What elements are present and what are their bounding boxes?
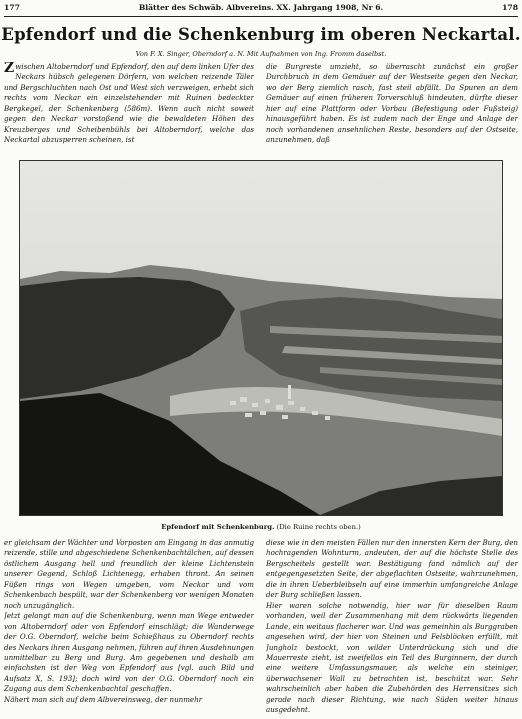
landscape-photograph: [19, 160, 503, 516]
paragraph-top-right: die Burgreste umzieht, so überrascht zunächst ein großer Durchbruch in dem Gemäuer auf der Westseite gegen den Neckar, wo der Berg ziemlich rasch, fast steil abfällt. Da Spuren an dem Gemäuer auf einen früheren Torverschluß hindeuten, dürfte dieser hier auf eine Plattform oder Vorbau (Befestigung oder Fußsteig) hinausgeführt haben. Es ist zudem nach der Enge und Anlage der noch vorhandenen ansehnlichen Reste, besonders auf der Ostseite, anzunehmen, daß: [266, 62, 518, 145]
text-column-top-left: [4, 62, 254, 150]
article-byline: Von F. X. Singer, Oberndorf a. N. Mit Aufnahmen von Ing. Fromm daselbst.: [135, 50, 387, 58]
text-column-bottom-left: [4, 538, 254, 716]
page-number-right: 178: [502, 3, 518, 12]
paragraph-bottom-right-1: diese wie in den meisten Fällen nur den innersten Kern der Burg, den hochragenden Wohnturm, andeuten, der auf die höchste Stelle des Bergscheitels gestellt war. Bestätigung fand nämlich auf der entgegengesetzten Seite, der abgeflachten Ostseite, wahrzunehmen, die in ihren Ueberbleibseln auf eine immerhin umfangreiche Anlage der Burg schließen lassen.: [266, 538, 518, 600]
caption-note: (Die Ruine rechts oben.): [274, 523, 361, 531]
article-title: Epfendorf und die Schenkenburg im oberen Neckartal.: [1, 25, 521, 44]
drop-cap: Z: [4, 62, 15, 76]
text-column-bottom-right: [266, 538, 518, 716]
caption-title: Epfendorf mit Schenkenburg.: [161, 523, 275, 531]
running-header: [4, 2, 518, 14]
paragraph-bottom-right-2: Hier waren solche notwendig, hier war für dieselben Raum vorhanden, weil der Zusammenhang mit dem rückwärts liegenden Lande, ein weitaus flacherer war. Und was gemeinhin als Burggraben angesehen wird, der hier von Steinen und Felsblöcken erfüllt, mit Jungholz bestockt, von wilder Unterdrückung sich und die Mauerreste zieht, ist zweifellos ein Teil des Burginnern, der durch eine weitere Umfassungsmauer, als welche ein steiniger, überwachsener Wall zu betrachten ist, beschützt war. Sehr wahrscheinlich aber haben die Zubehörden des Herrensitzes sich gerade nach dieser Richtung, wie nach Süden weiter hinaus ausgedehnt.: [266, 600, 518, 715]
text-column-top-right: [266, 62, 518, 150]
paragraph-bottom-left-2: Jetzt gelangt man auf die Schenkenburg, wenn man Wege entweder von Altoberndorf oder von Epfendorf einschlägt; die Wanderwege der O.G. Oberndorf, welche beim Schießhaus zu Oberndorf rechts des Neckars ihren Ausgang nehmen, führen auf ihren Ausdehnungen unmittelbar zu Berg und Burg. Am gegebenen und deshalb am einfachsten ist der Weg von Epfendorf aus [vgl. auch Bild und Aufsatz X, S. 193]; doch wird von der O.G. Oberndorf noch ein Zugang aus dem Schenkenbachtal geschaffen.: [4, 611, 254, 694]
header-rule: [4, 16, 518, 17]
paragraph-bottom-left-3: Nähert man sich auf dem Albvereinsweg, der nunmehr: [4, 694, 203, 704]
running-title: Blätter des Schwäb. Albvereins. XX. Jahrgang 1908, Nr 6.: [138, 3, 384, 12]
paragraph-bottom-left-1: er gleichsam der Wächter und Vorposten am Eingang in das anmutig reizende, stille und abgeschiedene Schenkenbachtälchen, auf dessen östlichem Ausgang hell und freundlich der kleine Lichtenstein unserer Gegend, Schloß Lichtenegg, erhaben thront. An seinen Füßen rings von Wegen umgeben, vom Neckar und vom Schenkenbach bespült, war der Schenkenberg vor wenigen Monaten noch unzugänglich.: [4, 538, 254, 610]
photo-caption: [0, 523, 522, 531]
paragraph-top-left: wischen Altoberndorf und Epfendorf, den auf dem linken Ufer des Neckars hübsch gelegenen Dörfern, von welchen reizende Täler und Bergschluchten nach Ost und West sich verzweigen, erhebt sich rechts vom Neckar ein einzelstehender mit Ruinen bedeckter Bergkegel, der Schenkenberg (586m). Wenn auch nicht soweit gegen den Neckar vorstoßend wie die bewaldeten Höhen des Kreuzberges und Scheibenbühls bei Altoberndorf, welche das Neckartal abzusperren scheinen, ist: [4, 62, 254, 145]
page-number-left: 177: [4, 3, 20, 12]
